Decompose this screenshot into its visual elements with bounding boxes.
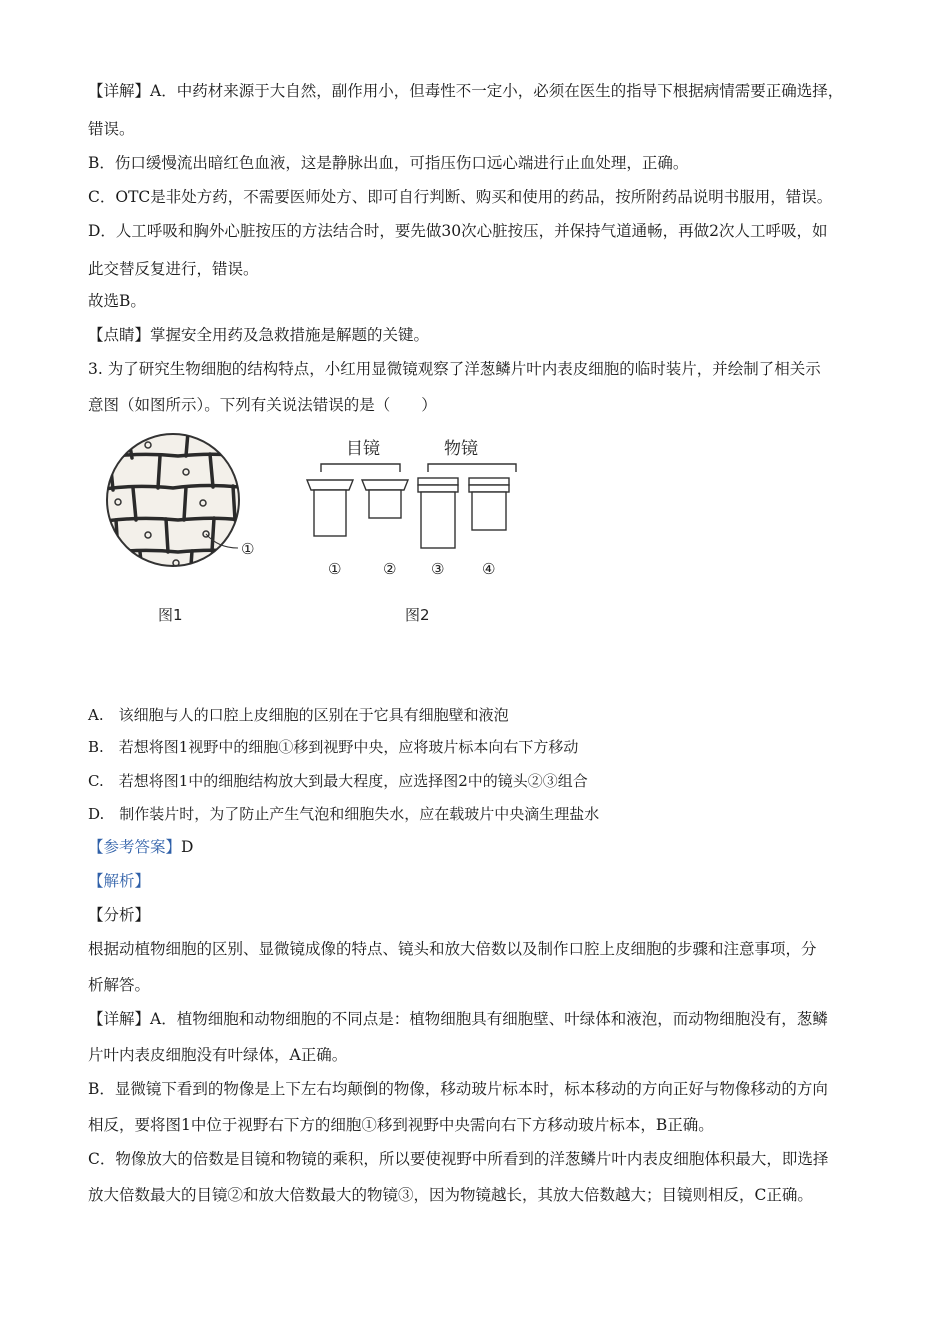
text-line: 此交替反复进行，错误。 xyxy=(88,260,259,278)
text-line: C．物像放大的倍数是目镜和物镜的乘积，所以要使视野中所看到的洋葱鳞片叶内表皮细胞体积最大，即选择 xyxy=(88,1150,829,1168)
option-a: A. 该细胞与人的口腔上皮细胞的区别在于它具有细胞壁和液泡 xyxy=(88,706,509,724)
answer-label: 【参考答案】 xyxy=(88,838,182,856)
microscope-figure xyxy=(88,430,528,630)
lens-number: ④ xyxy=(482,560,496,578)
text-line: B．伤口缓慢流出暗红色血液，这是静脉出血，可指压伤口远心端进行止血处理，正确。 xyxy=(88,154,689,172)
text-line: 错误。 xyxy=(88,120,135,138)
cell-marker-label: ① xyxy=(241,540,255,558)
text-line: 【详解】A．中药材来源于大自然，副作用小，但毒性不一定小，必须在医生的指导下根据病情需要正确选择， xyxy=(88,82,844,100)
question-stem: 意图（如图所示）。下列有关说法错误的是（ ） xyxy=(88,396,437,414)
text-line: 相反，要将图1中位于视野右下方的细胞①移到视野中央需向右下方移动玻片标本，B正确。 xyxy=(88,1116,714,1134)
text-line: 片叶内表皮细胞没有叶绿体，A正确。 xyxy=(88,1046,348,1064)
option-d: D. 制作装片时，为了防止产生气泡和细胞失水，应在载玻片中央滴生理盐水 xyxy=(88,805,600,823)
option-c: C. 若想将图1中的细胞结构放大到最大程度，应选择图2中的镜头②③组合 xyxy=(88,772,588,790)
text-line: 故选B。 xyxy=(88,292,146,310)
eyepiece-label: 目镜 xyxy=(346,439,380,459)
text-line: B．显微镜下看到的物像是上下左右均颠倒的物像，移动玻片标本时，标本移动的方向正好与物像移动的方向 xyxy=(88,1080,828,1098)
text-line: 【点睛】掌握安全用药及急救措施是解题的关键。 xyxy=(88,326,430,344)
text-line: C．OTC是非处方药，不需要医师处方、即可自行判断、购买和使用的药品，按所附药品说明书服用，错误。 xyxy=(88,188,833,206)
text-line: D．人工呼吸和胸外心脏按压的方法结合时，要先做30次心脏按压，并保持气道通畅，再做2次人工呼吸，如 xyxy=(88,222,828,240)
jiexi-heading: 【解析】 xyxy=(88,872,151,890)
cell-view-diagram xyxy=(98,432,254,624)
text-line: 放大倍数最大的目镜②和放大倍数最大的物镜③，因为物镜越长，其放大倍数越大；目镜则相反，C正确。 xyxy=(88,1186,813,1204)
objective-label: 物镜 xyxy=(444,439,478,459)
question-stem: 3. 为了研究生物细胞的结构特点，小红用显微镜观察了洋葱鳞片叶内表皮细胞的临时装片，并绘制了相关示 xyxy=(88,360,821,378)
option-b: B. 若想将图1视野中的细胞①移到视野中央，应将玻片标本向右下方移动 xyxy=(88,738,579,756)
text-line: 【详解】A．植物细胞和动物细胞的不同点是：植物细胞具有细胞壁、叶绿体和液泡，而动物细胞没有，葱鳞 xyxy=(88,1010,828,1028)
lens-number: ① xyxy=(328,560,342,578)
text-line: 根据动植物细胞的区别、显微镜成像的特点、镜头和放大倍数以及制作口腔上皮细胞的步骤和注意事项，分 xyxy=(88,940,817,958)
answer-line xyxy=(88,836,878,858)
fig2-caption: 图2 xyxy=(405,606,430,624)
answer-value: D xyxy=(181,838,194,856)
text-line: 析解答。 xyxy=(88,976,151,994)
fig1-caption: 图1 xyxy=(158,606,183,624)
text-line: 【分析】 xyxy=(88,906,151,924)
lens-diagram xyxy=(307,438,516,624)
lens-number: ③ xyxy=(431,560,445,578)
lens-number: ② xyxy=(383,560,397,578)
